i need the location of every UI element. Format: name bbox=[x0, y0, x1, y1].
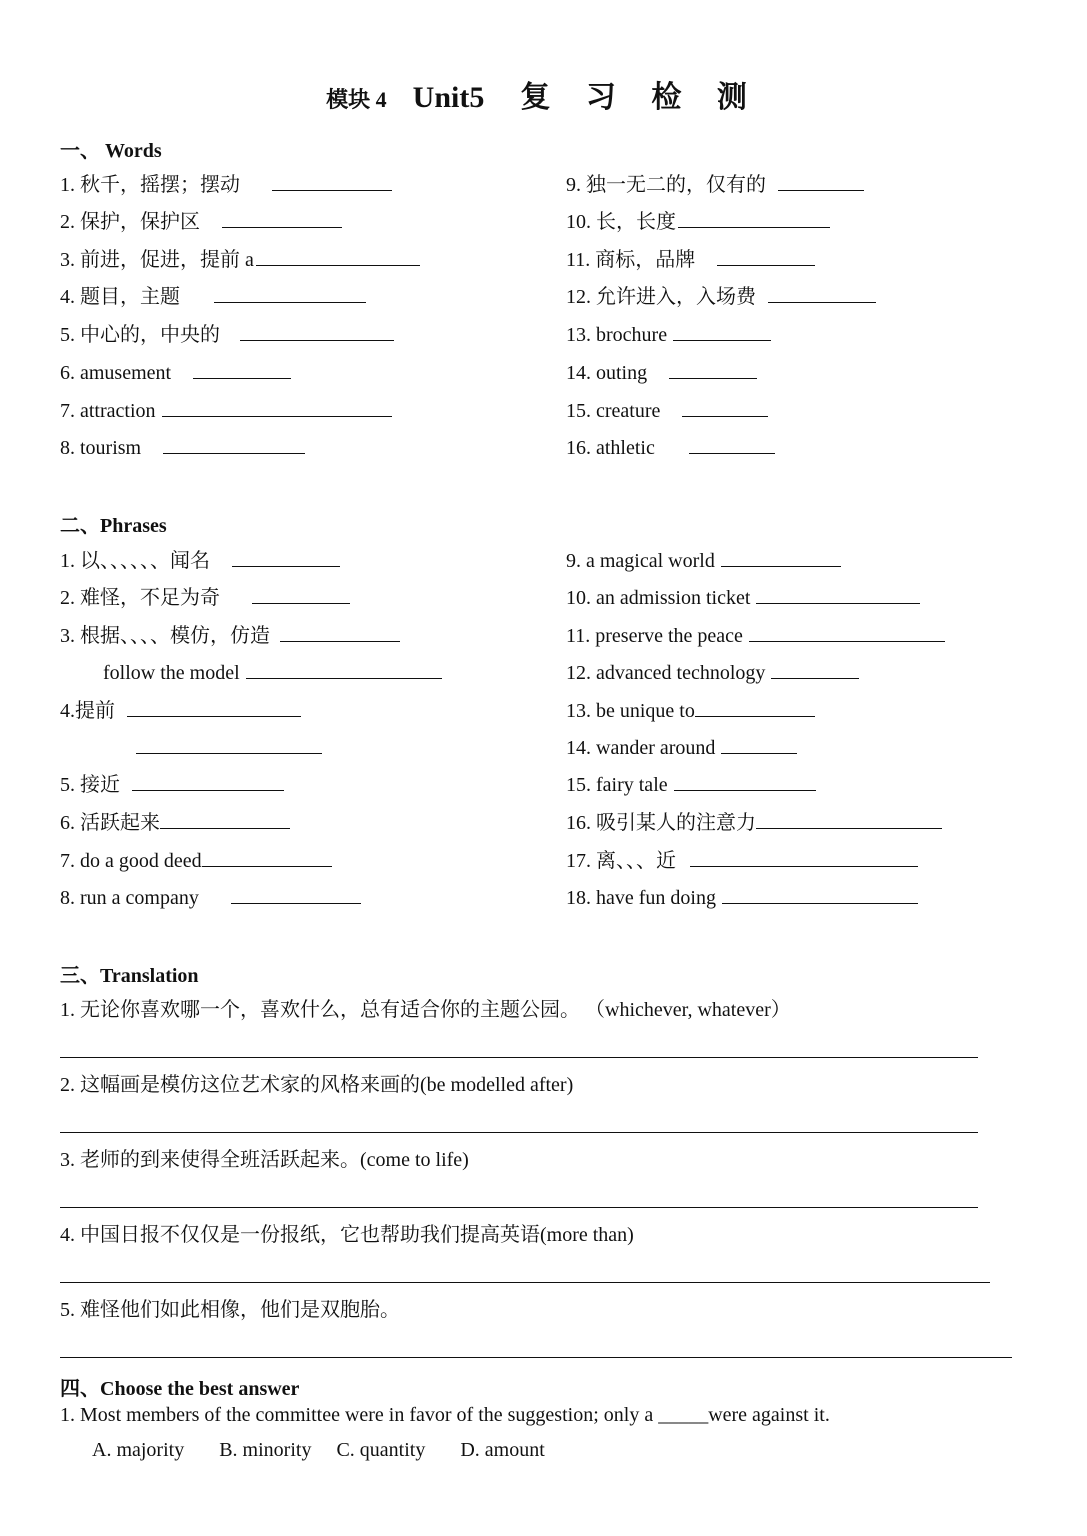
phrase-item: 17. 离、、、近 bbox=[566, 848, 918, 873]
word-item: 10. 长，长度 bbox=[566, 209, 830, 234]
answer-blank[interactable] bbox=[678, 209, 830, 228]
phrase-item: 12. advanced technology bbox=[566, 660, 859, 685]
translation-prompt: 1. 无论你喜欢哪一个，喜欢什么，总有适合你的主题公园。 （whichever, whatever） bbox=[60, 999, 791, 1021]
mcq-option-c[interactable]: C. quantity bbox=[336, 1439, 426, 1461]
answer-blank[interactable] bbox=[673, 322, 771, 341]
section-phrases-heading: 二、Phrases bbox=[60, 515, 167, 537]
answer-blank[interactable] bbox=[127, 698, 301, 717]
mcq-option-d[interactable]: D. amount bbox=[460, 1439, 545, 1461]
word-item: 14. outing bbox=[566, 360, 757, 385]
phrase-item: 10. an admission ticket bbox=[566, 585, 920, 610]
word-item: 8. tourism bbox=[60, 435, 305, 460]
answer-blank[interactable] bbox=[240, 322, 394, 341]
answer-blank[interactable] bbox=[674, 772, 816, 791]
word-item: 15. creature bbox=[566, 398, 768, 423]
word-item: 5. 中心的，中央的 bbox=[60, 322, 394, 347]
word-item: 11. 商标，品牌 bbox=[566, 247, 815, 272]
answer-blank[interactable] bbox=[722, 885, 918, 904]
answer-blank[interactable] bbox=[252, 585, 350, 604]
phrase-item bbox=[136, 735, 322, 760]
answer-blank[interactable] bbox=[717, 247, 815, 266]
title-review: 复 习 检 测 bbox=[520, 81, 761, 114]
answer-blank[interactable] bbox=[160, 810, 290, 829]
translation-prompt: 5. 难怪他们如此相像，他们是双胞胎。 bbox=[60, 1299, 400, 1321]
mcq-question: 1. Most members of the committee were in favor of the suggestion; only a _____were against it. bbox=[60, 1404, 830, 1426]
title-module: 模块 4 bbox=[326, 87, 387, 112]
word-item: 12. 允许进入，入场费 bbox=[566, 284, 876, 309]
answer-line[interactable] bbox=[60, 1357, 1012, 1358]
answer-blank[interactable] bbox=[280, 623, 400, 642]
word-item: 7. attraction bbox=[60, 398, 392, 423]
mcq-option-b[interactable]: B. minority bbox=[219, 1439, 312, 1461]
phrase-item: 13. be unique to bbox=[566, 698, 815, 723]
answer-blank[interactable] bbox=[232, 548, 340, 567]
answer-blank[interactable] bbox=[162, 398, 392, 417]
phrase-item: 14. wander around bbox=[566, 735, 797, 760]
section-translation-heading: 三、Translation bbox=[60, 965, 199, 987]
mcq-option-a[interactable]: A. majority bbox=[92, 1439, 185, 1461]
translation-prompt: 3. 老师的到来使得全班活跃起来。(come to life) bbox=[60, 1149, 469, 1171]
word-item: 6. amusement bbox=[60, 360, 291, 385]
word-item: 1. 秋千，摇摆；摆动 bbox=[60, 172, 392, 197]
phrase-item: follow the model bbox=[103, 660, 442, 685]
section-choose-heading: 四、Choose the best answer bbox=[60, 1378, 300, 1400]
translation-prompt: 4. 中国日报不仅仅是一份报纸，它也帮助我们提高英语(more than) bbox=[60, 1224, 634, 1246]
answer-blank[interactable] bbox=[756, 810, 942, 829]
section-words-heading: 一、 Words bbox=[60, 140, 162, 162]
phrase-item: 18. have fun doing bbox=[566, 885, 918, 910]
answer-blank[interactable] bbox=[778, 172, 864, 191]
word-item: 2. 保护，保护区 bbox=[60, 209, 342, 234]
answer-blank[interactable] bbox=[689, 435, 775, 454]
phrase-item: 9. a magical world bbox=[566, 548, 841, 573]
translation-prompt: 2. 这幅画是模仿这位艺术家的风格来画的(be modelled after) bbox=[60, 1074, 574, 1096]
answer-blank[interactable] bbox=[749, 623, 945, 642]
answer-line[interactable] bbox=[60, 1282, 990, 1283]
phrase-item: 16. 吸引某人的注意力 bbox=[566, 810, 942, 835]
answer-blank[interactable] bbox=[690, 848, 918, 867]
answer-blank[interactable] bbox=[214, 284, 366, 303]
answer-line[interactable] bbox=[60, 1057, 978, 1058]
word-item: 4. 题目，主题 bbox=[60, 284, 366, 309]
answer-blank[interactable] bbox=[721, 548, 841, 567]
word-item: 3. 前进，促进，提前 a bbox=[60, 247, 420, 272]
phrase-item: 5. 接近 bbox=[60, 772, 284, 797]
mcq-options bbox=[92, 1439, 575, 1462]
word-item: 16. athletic bbox=[566, 435, 775, 460]
answer-blank[interactable] bbox=[256, 247, 420, 266]
phrase-item: 4.提前 bbox=[60, 698, 301, 723]
word-item: 9. 独一无二的，仅有的 bbox=[566, 172, 864, 197]
phrase-item: 8. run a company bbox=[60, 885, 361, 910]
phrase-item: 1. 以、、、、、、闻名 bbox=[60, 548, 340, 573]
phrase-item: 6. 活跃起来 bbox=[60, 810, 290, 835]
answer-blank[interactable] bbox=[132, 772, 284, 791]
title-unit: Unit5 bbox=[412, 81, 485, 114]
answer-line[interactable] bbox=[60, 1207, 978, 1208]
answer-blank[interactable] bbox=[136, 735, 322, 754]
phrase-item: 2. 难怪，不足为奇 bbox=[60, 585, 350, 610]
phrase-item: 3. 根据、、、、模仿，仿造 bbox=[60, 623, 400, 648]
answer-blank[interactable] bbox=[163, 435, 305, 454]
answer-blank[interactable] bbox=[682, 398, 768, 417]
phrase-item: 7. do a good deed bbox=[60, 848, 332, 873]
answer-blank[interactable] bbox=[669, 360, 757, 379]
answer-blank[interactable] bbox=[231, 885, 361, 904]
answer-blank[interactable] bbox=[768, 284, 876, 303]
answer-blank[interactable] bbox=[222, 209, 342, 228]
answer-blank[interactable] bbox=[202, 848, 332, 867]
answer-blank[interactable] bbox=[771, 660, 859, 679]
answer-blank[interactable] bbox=[246, 660, 442, 679]
answer-blank[interactable] bbox=[695, 698, 815, 717]
page-title bbox=[0, 72, 1087, 116]
answer-blank[interactable] bbox=[721, 735, 797, 754]
answer-blank[interactable] bbox=[193, 360, 291, 379]
answer-blank[interactable] bbox=[756, 585, 920, 604]
phrase-item: 11. preserve the peace bbox=[566, 623, 945, 648]
phrase-item: 15. fairy tale bbox=[566, 772, 816, 797]
answer-line[interactable] bbox=[60, 1132, 978, 1133]
answer-blank[interactable] bbox=[272, 172, 392, 191]
word-item: 13. brochure bbox=[566, 322, 771, 347]
